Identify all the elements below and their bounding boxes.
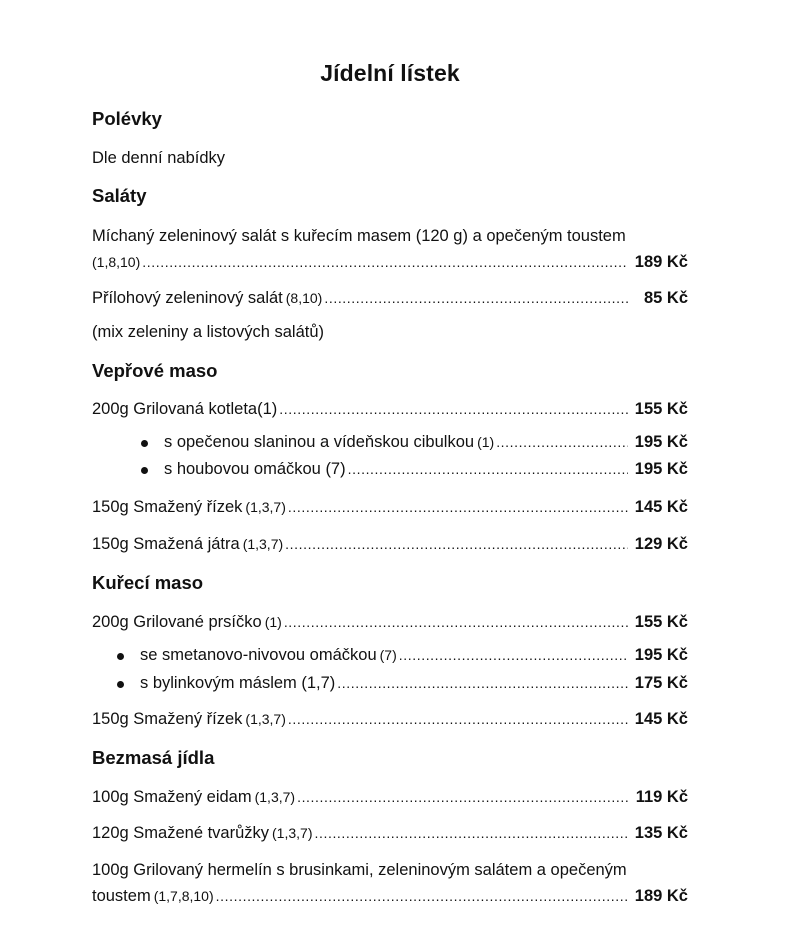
- menu-item-price: 189 Kč: [634, 887, 688, 905]
- menu-item-price: 145 Kč: [634, 498, 688, 516]
- menu-item-variant: [164, 460, 688, 479]
- menu-item-price: 145 Kč: [634, 710, 688, 728]
- menu-item: [92, 535, 688, 554]
- menu-item: [92, 253, 688, 272]
- soups-note: Dle denní nabídky: [92, 149, 226, 167]
- menu-item: [92, 887, 688, 906]
- menu-item-name-continued: toustem: [92, 887, 151, 905]
- section-heading-soups: Polévky: [92, 108, 162, 129]
- section-heading-meatless: Bezmasá jídla: [92, 747, 215, 768]
- menu-item-name: se smetanovo-nivovou omáčkou: [140, 646, 377, 664]
- menu-item-price: 155 Kč: [634, 613, 688, 631]
- section-heading-pork: Vepřové maso: [92, 360, 218, 381]
- dot-leader: [496, 434, 628, 450]
- menu-item-name: s houbovou omáčkou (7): [164, 460, 346, 478]
- menu-item-variant: [140, 674, 688, 693]
- menu-item: [92, 400, 688, 419]
- menu-item-price: 195 Kč: [634, 460, 688, 478]
- menu-item-name: 200g Grilovaná kotleta(1): [92, 400, 278, 418]
- menu-item-name: Přílohový zeleninový salát: [92, 289, 283, 307]
- dot-leader: [279, 401, 628, 417]
- menu-item-allergens: (7): [379, 647, 397, 663]
- menu-item-price: 155 Kč: [634, 400, 688, 418]
- dot-leader: [284, 614, 628, 630]
- menu-item-variant: [140, 646, 688, 665]
- menu-item-price: 195 Kč: [634, 646, 688, 664]
- menu-item-allergens: (1): [477, 434, 495, 450]
- dot-leader: [288, 711, 628, 727]
- menu-item-price: 119 Kč: [635, 788, 688, 806]
- menu-item-name: 120g Smažené tvarůžky: [92, 824, 270, 842]
- menu-item: [92, 613, 688, 632]
- dot-leader: [216, 888, 628, 904]
- menu-item-price: 195 Kč: [634, 433, 688, 451]
- menu-item-price: 129 Kč: [634, 535, 688, 553]
- bullet-icon: [117, 653, 124, 660]
- menu-item-allergens: (1,3,7): [245, 499, 286, 515]
- dot-leader: [324, 290, 628, 306]
- menu-item: [92, 824, 688, 843]
- menu-item-allergens: (1,3,7): [272, 825, 313, 841]
- dot-leader: [288, 499, 628, 515]
- dot-leader: [297, 789, 628, 805]
- dot-leader: [142, 254, 628, 270]
- dot-leader: [337, 675, 628, 691]
- menu-item-name: 150g Smažený řízek: [92, 498, 243, 516]
- menu-item: [92, 788, 688, 807]
- menu-item-name: 100g Smažený eidam: [92, 788, 252, 806]
- menu-item-name: 150g Smažená játra: [92, 535, 240, 553]
- menu-page: [92, 0, 688, 925]
- page-title: Jídelní lístek: [320, 60, 460, 86]
- menu-item-name: 150g Smažený řízek: [92, 710, 243, 728]
- dot-leader: [348, 461, 628, 477]
- menu-item-name: s opečenou slaninou a vídeňskou cibulkou: [164, 433, 475, 451]
- menu-item: [92, 498, 688, 517]
- menu-item-allergens: (1): [264, 614, 282, 630]
- menu-item-allergens: (1,8,10): [92, 254, 141, 270]
- menu-item-name: 200g Grilované prsíčko: [92, 613, 262, 631]
- menu-item-name: Míchaný zeleninový salát s kuřecím masem (120 g) a opečeným toustem: [92, 227, 626, 245]
- menu-item-price: 175 Kč: [634, 674, 688, 692]
- menu-item-note: (mix zeleniny a listových salátů): [92, 323, 324, 341]
- dot-leader: [399, 647, 628, 663]
- menu-item-price: 189 Kč: [634, 253, 688, 271]
- menu-item-allergens: (1,3,7): [242, 536, 284, 552]
- menu-item-name: s bylinkovým máslem (1,7): [140, 674, 336, 692]
- bullet-icon: [117, 681, 124, 688]
- menu-item-price: 135 Kč: [634, 824, 688, 842]
- menu-item: [92, 710, 688, 729]
- section-heading-chicken: Kuřecí maso: [92, 572, 204, 593]
- menu-item-variant: [164, 433, 688, 452]
- menu-item: [92, 289, 688, 308]
- menu-item-allergens: (1,3,7): [254, 789, 296, 805]
- menu-item-price: 85 Kč: [643, 289, 688, 307]
- dot-leader: [314, 825, 628, 841]
- bullet-icon: [141, 440, 148, 447]
- dot-leader: [285, 536, 628, 552]
- menu-item-allergens: (8,10): [285, 290, 323, 306]
- section-heading-salads: Saláty: [92, 185, 147, 206]
- menu-item-name: 100g Grilovaný hermelín s brusinkami, zeleninovým salátem a opečeným: [92, 861, 627, 879]
- menu-item-allergens: (1,3,7): [245, 711, 286, 727]
- menu-item-allergens: (1,7,8,10): [153, 888, 214, 904]
- bullet-icon: [141, 467, 148, 474]
